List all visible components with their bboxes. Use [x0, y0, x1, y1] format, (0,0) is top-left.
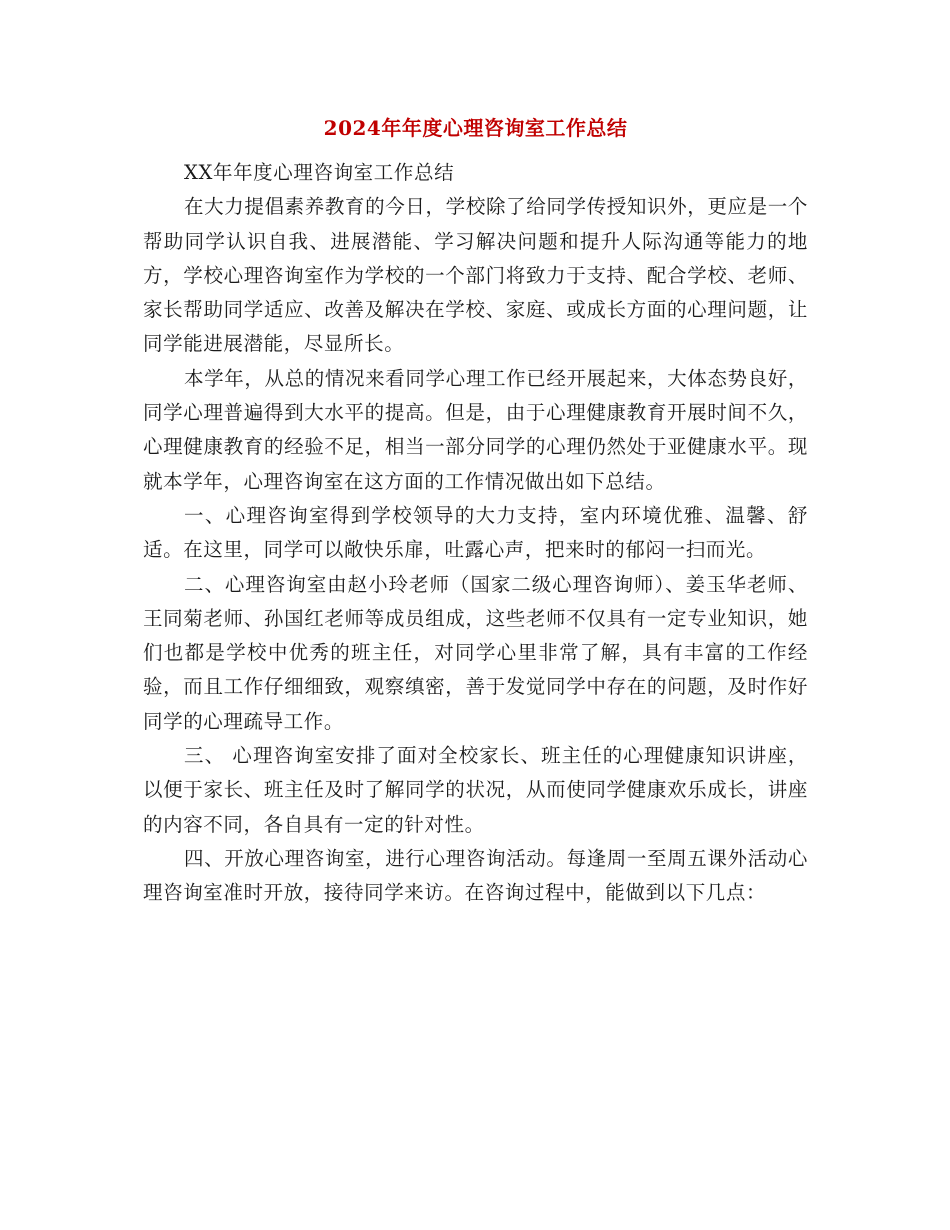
- section-one-paragraph: 一、心理咨询室得到学校领导的大力支持，室内环境优雅、温馨、舒适。在这里，同学可以敞快乐扉，吐露心声，把来时的郁闷一扫而光。: [143, 503, 808, 562]
- section-three-paragraph: 三、 心理咨询室安排了面对全校家长、班主任的心理健康知识讲座，以便于家长、班主任及时了解同学的状况，从而使同学健康欢乐成长，讲座的内容不同，各自具有一定的针对性。: [143, 744, 808, 836]
- document-body: [143, 156, 808, 911]
- section-four-paragraph: 四、开放心理咨询室，进行心理咨询活动。每逢周一至周五课外活动心理咨询室准时开放，接待同学来访。在咨询过程中，能做到以下几点：: [143, 846, 808, 905]
- section-two-paragraph: 二、心理咨询室由赵小玲老师（国家二级心理咨询师）、姜玉华老师、王同菊老师、孙国红老师等成员组成，这些老师不仅具有一定专业知识，她们也都是学校中优秀的班主任，对同学心里非常了解，具有丰富的工作经验，而且工作仔细细致，观察缜密，善于发觉同学中存在的问题，及时作好同学的心理疏导工作。: [143, 572, 808, 733]
- subtitle-paragraph: XX年年度心理咨询室工作总结: [184, 161, 455, 184]
- document-title: 2024年年度心理咨询室工作总结: [323, 116, 628, 140]
- overview-paragraph: 本学年，从总的情况来看同学心理工作已经开展起来，大体态势良好，同学心理普遍得到大水平的提高。但是，由于心理健康教育开展时间不久，心理健康教育的经验不足，相当一部分同学的心理仍然处于亚健康水平。现就本学年，心理咨询室在这方面的工作情况做出如下总结。: [143, 366, 808, 493]
- intro-paragraph: 在大力提倡素养教育的今日，学校除了给同学传授知识外，更应是一个帮助同学认识自我、进展潜能、学习解决问题和提升人际沟通等能力的地方，学校心理咨询室作为学校的一个部门将致力于支持、配合学校、老师、家长帮助同学适应、改善及解决在学校、家庭、或成长方面的心理问题，让同学能进展潜能，尽显所长。: [143, 195, 808, 356]
